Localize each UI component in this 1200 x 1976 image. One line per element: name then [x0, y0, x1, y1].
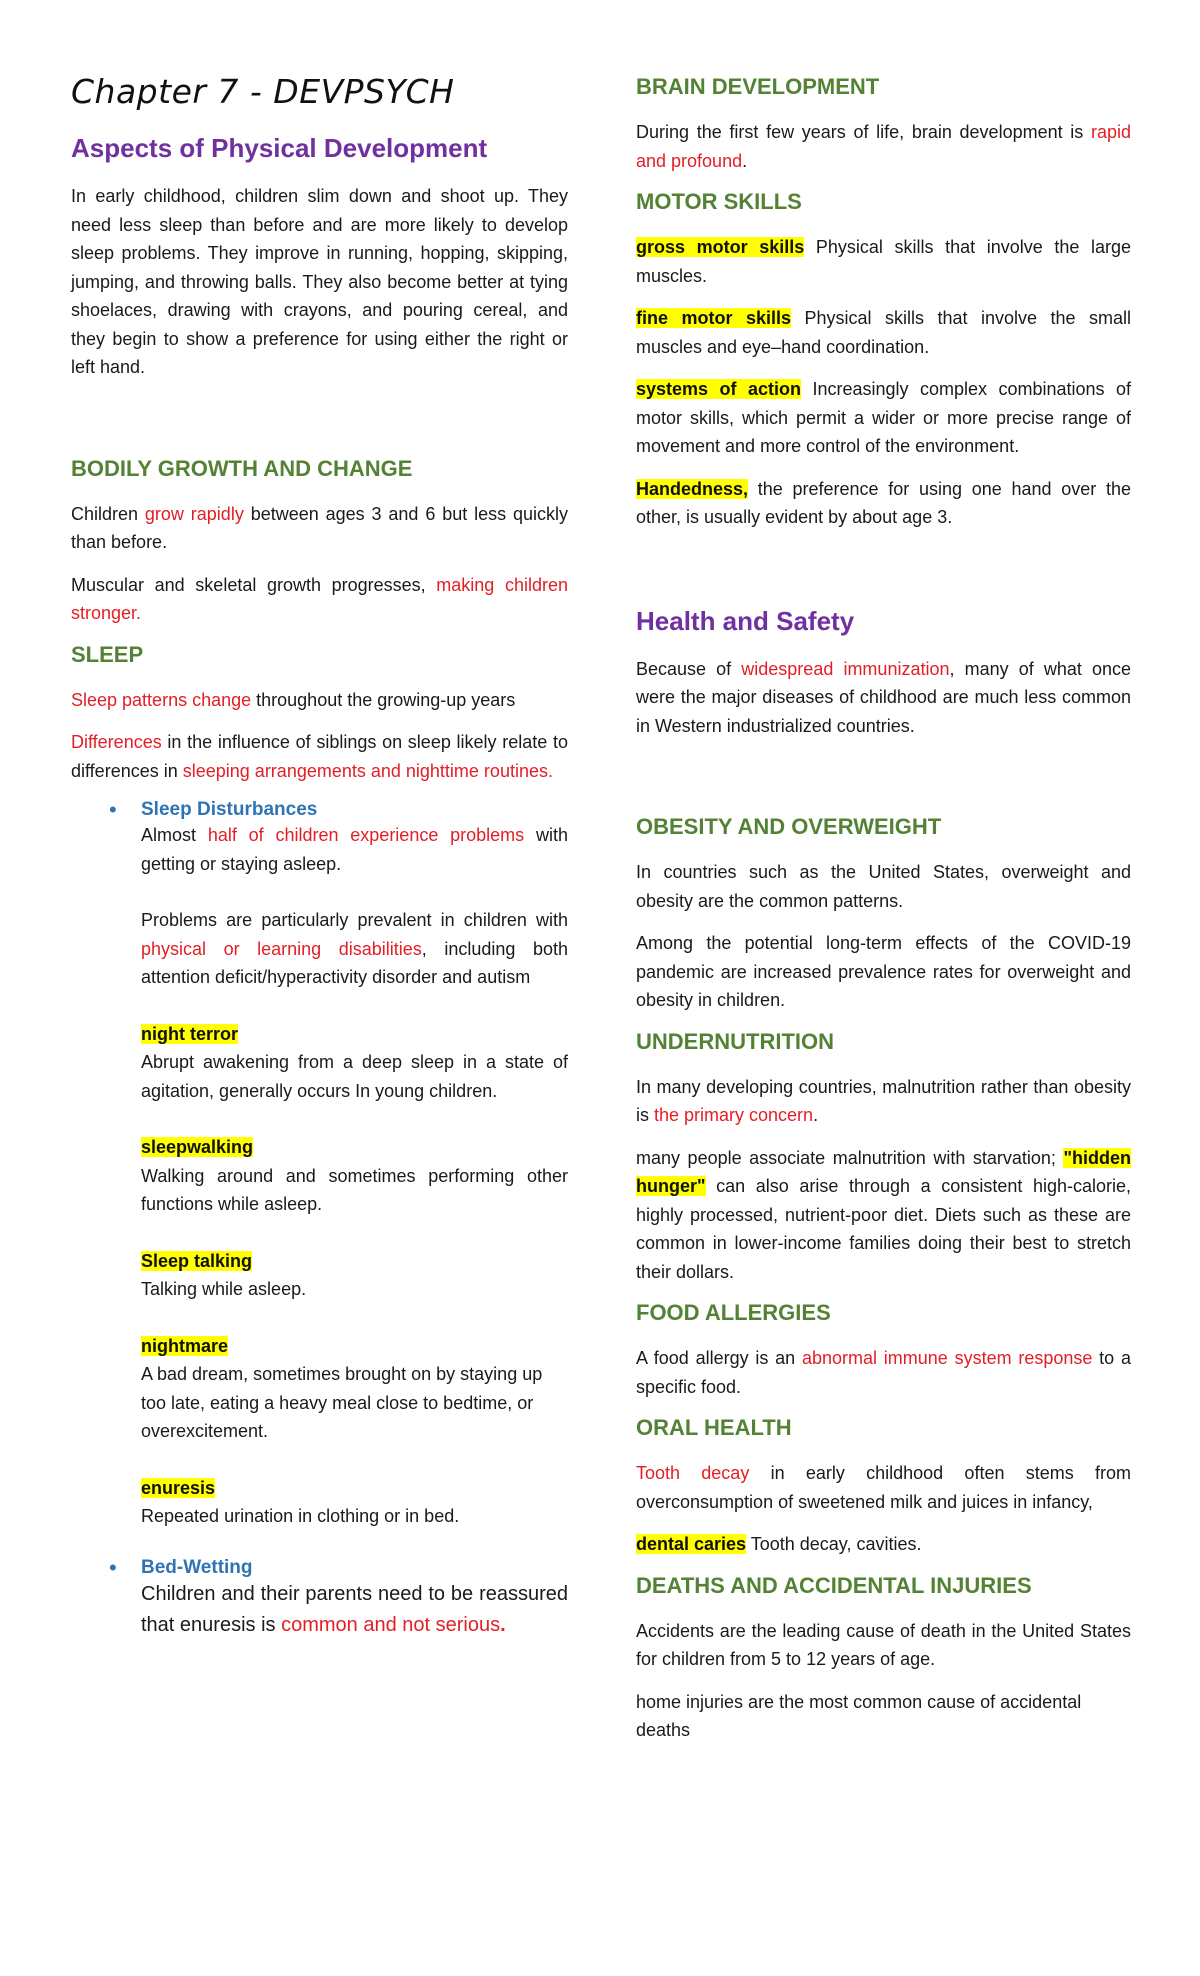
- bed-wetting-p: Children and their parents need to be reassured that enuresis is common and not serious.: [141, 1582, 568, 1636]
- oral-health-p1: Tooth decay in early childhood often stems from overconsumption of sweetened milk and juices in infancy,: [636, 1463, 1131, 1512]
- obesity-heading: OBESITY AND OVERWEIGHT: [636, 814, 942, 839]
- term-nightmare: nightmare A bad dream, sometimes brought on by staying up too late, eating a heavy meal close to bedtime, or overexcitement.: [141, 1335, 543, 1441]
- sleep-disturbances-label: • Sleep Disturbances: [141, 799, 318, 820]
- term-enuresis: enuresis Repeated urination in clothing or in bed.: [141, 1477, 460, 1526]
- deaths-heading: DEATHS AND ACCIDENTAL INJURIES: [636, 1572, 1032, 1598]
- sleep-disturbances-item: [71, 799, 568, 1531]
- oral-health-p2: dental caries Tooth decay, cavities.: [636, 1534, 922, 1554]
- deaths-p1: Accidents are the leading cause of death in the United States for children from 5 to 12 years of age.: [636, 1620, 1131, 1669]
- brain-p: During the first few years of life, brain development is rapid and profound.: [636, 122, 1131, 171]
- term-sleepwalking: sleepwalking Walking around and sometimes performing other functions while asleep.: [141, 1137, 568, 1214]
- aspects-heading: Aspects of Physical Development: [71, 133, 488, 163]
- motor-handedness: Handedness, the preference for using one hand over the other, is usually evident by about age 3.: [636, 478, 1131, 527]
- document-title: Chapter 7 - DEVPSYCH: [71, 72, 455, 111]
- obesity-p1: In countries such as the United States, overweight and obesity are the common patterns.: [636, 862, 1131, 911]
- health-p: Because of widespread immunization, many of what once were the major diseases of childhood are much less common in Western industrialized countries.: [636, 658, 1131, 736]
- bodily-growth-heading: BODILY GROWTH AND CHANGE: [71, 455, 413, 481]
- motor-fine: fine motor skills Physical skills that involve the small muscles and eye–hand coordination.: [636, 308, 1131, 357]
- bodily-growth-p2: Muscular and skeletal growth progresses, making children stronger.: [71, 574, 568, 623]
- sleep-p1: Sleep patterns change throughout the growing-up years: [71, 689, 516, 710]
- right-column: [636, 74, 1131, 1759]
- motor-systems: systems of action Increasingly complex combinations of motor skills, which permit a wider or more precise range of movement and more control of the environment.: [636, 379, 1131, 456]
- obesity-p2: Among the potential long-term effects of the COVID-19 pandemic are increased prevalence rates for overweight and obesity in children.: [636, 933, 1131, 1010]
- aspects-intro: In early childhood, children slim down and shoot up. They need less sleep than before and are more likely to develop sleep problems. They improve in running, hopping, skipping, jumping, and throwing balls. They also become better at tying shoelaces, drawing with crayons, and pouring cereal, and they begin to show a preference for using either the right or left hand.: [71, 186, 568, 377]
- food-allergies-p: A food allergy is an abnormal immune system response to a specific food.: [636, 1348, 1131, 1397]
- bed-wetting-label: • Bed-Wetting: [141, 1556, 253, 1578]
- deaths-p2: home injuries are the most common cause of accidental deaths: [636, 1691, 1082, 1740]
- undernutrition-heading: UNDERNUTRITION: [636, 1028, 834, 1054]
- undernutrition-p2: many people associate malnutrition with starvation; "hidden hunger" can also arise through a consistent high-calorie, highly processed, nutrient-poor diet. Diets such as these are common in lower-income families doing their best to stretch their dollars.: [636, 1147, 1131, 1282]
- bed-wetting-item: [71, 1557, 568, 1641]
- term-sleep-talking: Sleep talking Talking while asleep.: [141, 1250, 307, 1299]
- bodily-growth-p1: Children grow rapidly between ages 3 and 6 but less quickly than before.: [71, 503, 568, 552]
- term-night-terror: night terror Abrupt awakening from a deep sleep in a state of agitation, generally occurs In young children.: [141, 1023, 568, 1101]
- health-heading: Health and Safety: [636, 605, 855, 636]
- motor-gross: gross motor skills Physical skills that involve the large muscles.: [636, 237, 1131, 286]
- disturbances-p2: Problems are particularly prevalent in children with physical or learning disabilities, including both attention deficit/hyperactivity disorder and autism: [141, 910, 568, 987]
- sleep-heading: SLEEP: [71, 641, 144, 667]
- undernutrition-p1: In many developing countries, malnutrition rather than obesity is the primary concern.: [636, 1076, 1131, 1125]
- oral-health-heading: ORAL HEALTH: [636, 1415, 792, 1440]
- sleep-disturbances-list: [71, 799, 568, 1641]
- disturbances-p1: Almost half of children experience problems with getting or staying asleep.: [141, 825, 568, 874]
- sleep-p2: Differences in the influence of siblings on sleep likely relate to differences in sleeping arrangements and nighttime routines.: [71, 732, 568, 781]
- food-allergies-heading: FOOD ALLERGIES: [636, 1300, 831, 1325]
- motor-heading: MOTOR SKILLS: [636, 189, 802, 214]
- brain-heading: BRAIN DEVELOPMENT: [636, 74, 880, 99]
- left-column: [71, 72, 568, 1651]
